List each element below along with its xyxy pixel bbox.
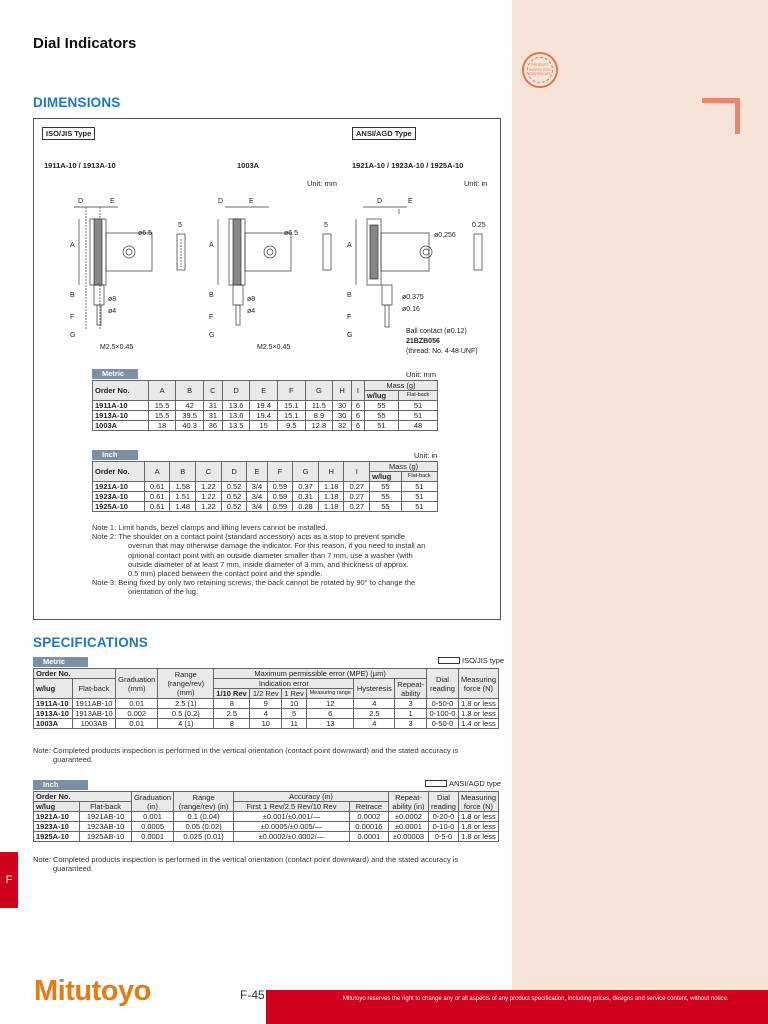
table-row xyxy=(34,709,499,719)
dim-b-1: B xyxy=(70,292,75,299)
table-cell: 3/4 xyxy=(247,482,267,492)
dim-4-2: ø4 xyxy=(247,308,256,315)
table-cell: 30 xyxy=(333,401,352,411)
table-cell: 13.6 xyxy=(222,401,250,411)
table-cell: 30 xyxy=(333,411,352,421)
table-cell: 19.4 xyxy=(250,411,278,421)
table-cell: 0.28 xyxy=(293,502,319,512)
table-cell: 1.4 or less xyxy=(458,719,498,729)
spec-inch-tag: Inch xyxy=(33,780,88,790)
table-cell: 2.5 (1) xyxy=(158,699,214,709)
dim-5-2: 5 xyxy=(324,222,328,229)
dim-m25-1: M2.5×0.45 xyxy=(100,344,134,351)
table-cell: 8.9 xyxy=(305,411,333,421)
table-cell: 1.8 or less xyxy=(458,822,498,832)
table-cell: 2.5 xyxy=(214,709,250,719)
dim-f-1: F xyxy=(70,314,75,321)
col-e: E xyxy=(250,381,278,401)
table-cell: 32 xyxy=(333,421,352,431)
table-cell: 1.22 xyxy=(196,482,222,492)
table-cell: 9.5 xyxy=(278,421,306,431)
dim-a-2: A xyxy=(209,242,214,249)
dim-65-1: ø6.5 xyxy=(138,230,153,237)
table-cell: 0-10-0 xyxy=(428,822,458,832)
col-h: H xyxy=(333,381,352,401)
table-row xyxy=(34,822,499,832)
table-cell: 15.5 xyxy=(148,411,176,421)
table-cell: 0.61 xyxy=(144,482,170,492)
dim-g-3: G xyxy=(347,332,353,339)
dimensions-box xyxy=(33,118,501,620)
table-cell: 12 xyxy=(307,699,354,709)
table-cell: 0.0001 xyxy=(131,832,173,842)
unit-mm-2: Unit: mm xyxy=(406,370,436,379)
table-cell: 0.1 (0.04) xyxy=(174,812,234,822)
dim-e-1: E xyxy=(110,198,115,205)
mitutoyo-logo: Mitutoyo xyxy=(34,975,151,1007)
ball-code: 21BZB056 xyxy=(406,338,440,345)
table-cell: 0.0005 xyxy=(131,822,173,832)
table-cell: 4 xyxy=(354,719,395,729)
col-order: Order No. xyxy=(93,381,149,401)
table-cell: 1913AB-10 xyxy=(72,709,115,719)
table-cell: 1.8 or less xyxy=(458,812,498,822)
dim-4-1: ø4 xyxy=(108,308,117,315)
table-cell: 9 xyxy=(250,699,282,709)
table-cell: 1923A-10 xyxy=(93,492,145,502)
unit-in-label: Unit: in xyxy=(464,179,488,188)
inch-spec-note: Note: Completed products inspection is performed in the vertical orientation (contact point downward) and the stated accuracy is guaranteed. xyxy=(33,855,459,874)
table-cell: 51 xyxy=(401,482,437,492)
dimension-notes: Note 1: Limit hands, bezel clamps and lifting levers cannot be installed. Note 2: The shoulder on a contact point (standard accessory) acts as a stop to prevent spindle overrun that may otherwise damage the indicator. For this reason, if you need to install an optional contact point with an outside diameter smaller than 7 mm, use a washer (with outside diameter of at least 7 mm, inside diameter of 3 mm, and thickness of approx. 0.5 mm) placed between the contact point and the spindle. Note 3: Being fixed by only two retaining screws, the back cannot be rotated by 90° to change the orientation of the lug. xyxy=(92,523,426,597)
model-label-3: 1921A-10 / 1923A-10 / 1925A-10 xyxy=(352,161,464,170)
table-cell: 40.3 xyxy=(176,421,204,431)
table-cell: 1.51 xyxy=(170,492,196,502)
table-cell: 55 xyxy=(364,401,398,411)
table-cell: ±0.00003 xyxy=(388,832,428,842)
table-cell: 1913A-10 xyxy=(34,709,73,719)
table-cell: 3 xyxy=(395,699,427,709)
metric-spec-note: Note: Completed products inspection is performed in the vertical orientation (contact point downward) and the stated accuracy is guaranteed. xyxy=(33,746,459,765)
table-cell: 3/4 xyxy=(247,502,267,512)
table-cell: 13.6 xyxy=(222,411,250,421)
table-cell: 51 xyxy=(398,411,437,421)
table-cell: 55 xyxy=(370,502,402,512)
table-cell: 51 xyxy=(401,492,437,502)
dim-256: ø0.256 xyxy=(434,232,456,239)
table-cell: 51 xyxy=(364,421,398,431)
table-cell: 1003A xyxy=(93,421,149,431)
table-cell: 11 xyxy=(282,719,307,729)
dim-e-2: E xyxy=(249,198,254,205)
table-cell: ±0.0002 xyxy=(388,812,428,822)
table-cell: 55 xyxy=(364,411,398,421)
table-cell: 1925A-10 xyxy=(93,502,145,512)
inch-spec-table: Order No. Graduation (in) Range (range/rev) (in) Accuracy (in) Repeat-ability (in) Dial reading Measuring force (N) w/lug Flat-back First 1 Rev/2.5 Rev/10 Rev Retrace 1921A-10 1921AB-10 0.001 0.1 (0.04) ±0.001/±0.001/— 0.0002 ±0.0002 0-20-0 1.8 or less 1923A-10 1923AB-10 0.0005 0.05 (0.02) ±0.0005/±0.005/— 0.00016 ±0.0001 0-10-0 1.8 or less 1925A-10 1925AB-10 0.0001 0.025 (0.01) ±0.0002/±0.0002/— 0.0001 ±0.00003 0-5-0 1.8 or less xyxy=(33,791,499,842)
dim-m25-2: M2.5×0.45 xyxy=(257,344,291,351)
table-cell: 0.002 xyxy=(116,709,158,719)
table-cell: 1.8 or less xyxy=(458,832,498,842)
table-cell: 0.05 (0.02) xyxy=(174,822,234,832)
table-cell: 4 xyxy=(354,699,395,709)
table-cell: 48 xyxy=(398,421,437,431)
table-cell: 0.0001 xyxy=(349,832,388,842)
col-mass: Mass (g) xyxy=(364,381,437,391)
dim-d-2: D xyxy=(218,198,224,205)
model-label-1: 1911A-10 / 1913A-10 xyxy=(44,161,116,170)
ansi-type-box: ANSI/AGD Type xyxy=(352,127,416,140)
col-flatback: Flat-back xyxy=(398,391,437,401)
dim-d-3: D xyxy=(377,198,383,205)
col-d: D xyxy=(222,381,250,401)
dim-a-1: A xyxy=(70,242,75,249)
dim-b-2: B xyxy=(209,292,214,299)
table-cell: ±0.0002/±0.0002/— xyxy=(234,832,350,842)
table-row xyxy=(93,502,438,512)
table-cell: 0.27 xyxy=(344,502,370,512)
table-cell: 0.27 xyxy=(344,492,370,502)
table-cell: 12.8 xyxy=(305,421,333,431)
dim-g-2: G xyxy=(209,332,215,339)
dim-a-3: A xyxy=(347,242,352,249)
col-f: F xyxy=(278,381,306,401)
table-cell: 39.5 xyxy=(176,411,204,421)
table-cell: 1.22 xyxy=(196,502,222,512)
table-cell: 10 xyxy=(282,699,307,709)
table-cell: 1911AB-10 xyxy=(72,699,115,709)
table-cell: 13 xyxy=(307,719,354,729)
table-cell: 15 xyxy=(250,421,278,431)
dim-i-3: I xyxy=(398,209,400,216)
spec-metric-tag: Metric xyxy=(33,657,88,667)
table-cell: 1925AB-10 xyxy=(80,832,132,842)
table-cell: 0.59 xyxy=(267,502,293,512)
table-cell: 1003A xyxy=(34,719,73,729)
table-row xyxy=(93,421,438,431)
col-i: I xyxy=(352,381,365,401)
table-cell: 6 xyxy=(352,421,365,431)
dim-f-2: F xyxy=(209,314,214,321)
table-cell: 0.31 xyxy=(293,492,319,502)
specifications-heading: SPECIFICATIONS xyxy=(33,635,149,650)
table-cell: 55 xyxy=(370,492,402,502)
table-cell: 0.52 xyxy=(221,502,247,512)
table-cell: 0-20-0 xyxy=(428,812,458,822)
table-cell: 1.8 or less xyxy=(458,709,498,719)
dim-65-2: ø6.5 xyxy=(284,230,299,237)
table-cell: 3 xyxy=(395,719,427,729)
table-cell: 0.00016 xyxy=(349,822,388,832)
table-cell: 0.59 xyxy=(267,492,293,502)
sidebar-panel xyxy=(512,0,768,1024)
table-cell: 1.18 xyxy=(318,502,344,512)
table-cell: 5 xyxy=(282,709,307,719)
table-cell: 1921A-10 xyxy=(34,812,80,822)
dimensions-heading: DIMENSIONS xyxy=(33,95,121,110)
table-cell: 0.37 xyxy=(293,482,319,492)
table-row xyxy=(34,832,499,842)
table-cell: 0.61 xyxy=(144,502,170,512)
table-row xyxy=(34,812,499,822)
dim-375: ø0.375 xyxy=(402,294,424,301)
table-cell: 0.52 xyxy=(221,492,247,502)
corner-bracket-icon xyxy=(702,98,740,134)
inch-dim-table: Order No. A B C D E F G H I Mass (g) w/lug Flat-back 1921A-10 0.61 1.58 1.22 0.52 3/4 0.59 0.37 1.18 0.27 55 51 1923A-10 0.61 1.51 1.22 0.52 3/4 0.59 0.31 1.18 0.27 55 51 1925A-10 0.61 1.48 1.22 0.52 3/4 0.59 0.28 1.18 0.27 55 51 xyxy=(92,461,438,512)
table-cell: 0-100-0 xyxy=(426,709,458,719)
dim-f-3: F xyxy=(347,314,352,321)
table-cell: 1921AB-10 xyxy=(80,812,132,822)
metric-tag: Metric xyxy=(92,369,138,379)
table-cell: 13.5 xyxy=(222,421,250,431)
table-cell: 42 xyxy=(176,401,204,411)
table-cell: 0.27 xyxy=(344,482,370,492)
table-cell: 51 xyxy=(398,401,437,411)
table-cell: 1.18 xyxy=(318,492,344,502)
dim-d-1: D xyxy=(78,198,84,205)
dim-g-1: G xyxy=(70,332,76,339)
table-cell: 8 xyxy=(214,719,250,729)
table-cell: 31 xyxy=(203,411,222,421)
table-cell: 0-50-0 xyxy=(426,699,458,709)
table-cell: 1.22 xyxy=(196,492,222,502)
table-cell: 3/4 xyxy=(247,492,267,502)
table-cell: 1921A-10 xyxy=(93,482,145,492)
inspection-seal-icon xyxy=(522,52,558,88)
table-cell: 0.52 xyxy=(221,482,247,492)
table-row xyxy=(93,411,438,421)
table-cell: 1 xyxy=(395,709,427,719)
table-cell: ±0.001/±0.001/— xyxy=(234,812,350,822)
table-cell: 0.0002 xyxy=(349,812,388,822)
page-title: Dial Indicators xyxy=(33,35,137,52)
col-c: C xyxy=(203,381,222,401)
table-cell: 1923A-10 xyxy=(34,822,80,832)
footer-note: Mitutoyo reserves the right to change any or all aspects of any product specification, including prices, designs and service content, without notice. xyxy=(343,996,729,1002)
table-cell: 0-5-0 xyxy=(428,832,458,842)
table-cell: 0.025 (0.01) xyxy=(174,832,234,842)
footer-bar xyxy=(266,990,768,1024)
table-row xyxy=(93,492,438,502)
table-cell: 6 xyxy=(352,401,365,411)
table-cell: 4 (1) xyxy=(158,719,214,729)
table-cell: 0.5 (0.2) xyxy=(158,709,214,719)
section-tab[interactable]: F xyxy=(0,852,18,908)
table-cell: ±0.0005/±0.005/— xyxy=(234,822,350,832)
table-cell: 8 xyxy=(214,699,250,709)
table-cell: 18 xyxy=(148,421,176,431)
table-row xyxy=(34,699,499,709)
seal-text-3: CERTIFICATE xyxy=(528,72,552,77)
table-cell: 6 xyxy=(352,411,365,421)
table-cell: 11.5 xyxy=(305,401,333,411)
table-cell: 0.61 xyxy=(144,492,170,502)
table-row xyxy=(34,719,499,729)
ball-contact: Ball contact (ø0.12) xyxy=(406,328,467,335)
table-cell: 31 xyxy=(203,401,222,411)
ansi-legend: ANSI/AGD type xyxy=(425,779,501,788)
table-cell: 0.001 xyxy=(131,812,173,822)
table-cell: 1925A-10 xyxy=(34,832,80,842)
iso-type-box: ISO/JIS Type xyxy=(42,127,95,140)
table-cell: 15.1 xyxy=(278,401,306,411)
table-cell: 6 xyxy=(307,709,354,719)
iso-legend: ISO/JIS type xyxy=(438,656,504,665)
col-a: A xyxy=(148,381,176,401)
table-cell: 19.4 xyxy=(250,401,278,411)
seal-text-1: PRODUCT xyxy=(531,63,549,68)
dim-8-1: ø8 xyxy=(108,296,117,303)
table-cell: 0.01 xyxy=(116,699,158,709)
metric-spec-table: Order No. Graduation (mm) Range (range/rev) (mm) Maximum permissible error (MPE) (µm) Dial reading Measuring force (N) w/lug Flat-back Indication error Hysteresis Repeat-ability 1/10 Rev 1/2 Rev 1 Rev Measuring range 1911A-10 1911AB-10 0.01 2.5 (1) 8 9 10 12 4 3 0-50-0 1.8 or less 1913A-10 1913AB-10 0.002 0.5 (0.2) 2.5 4 5 6 2.5 1 0-100-0 1.8 or less 1003A 1003AB 0.01 4 (1) 8 10 11 13 4 3 0-50-0 1.4 or less xyxy=(33,668,499,729)
table-cell: 10 xyxy=(250,719,282,729)
thread-note: (thread: No. 4-48 UNF) xyxy=(406,348,478,355)
dim-8-2: ø8 xyxy=(247,296,256,303)
inch-tag: Inch xyxy=(92,450,138,460)
table-cell: 1.18 xyxy=(318,482,344,492)
table-cell: 4 xyxy=(250,709,282,719)
dim-e-3: E xyxy=(408,198,413,205)
col-g: G xyxy=(305,381,333,401)
table-row xyxy=(93,401,438,411)
table-cell: 1.8 or less xyxy=(458,699,498,709)
table-cell: 1.58 xyxy=(170,482,196,492)
table-cell: 15.5 xyxy=(148,401,176,411)
model-label-2: 1003A xyxy=(237,161,260,170)
col-b: B xyxy=(176,381,204,401)
table-cell: 1.48 xyxy=(170,502,196,512)
table-cell: 1911A-10 xyxy=(34,699,73,709)
metric-dim-table xyxy=(92,380,438,431)
dim-b-3: B xyxy=(347,292,352,299)
table-cell: 36 xyxy=(203,421,222,431)
dim-025: 0.25 xyxy=(472,222,486,229)
page-number: F-45 xyxy=(240,988,265,1002)
table-cell: 51 xyxy=(401,502,437,512)
dimension-drawing xyxy=(34,189,500,359)
dim-016: ø0.16 xyxy=(402,306,420,313)
table-row xyxy=(93,482,438,492)
dim-5-1: 5 xyxy=(178,222,182,229)
table-cell: 0.59 xyxy=(267,482,293,492)
table-cell: 55 xyxy=(370,482,402,492)
table-cell: 2.5 xyxy=(354,709,395,719)
table-cell: ±0.0001 xyxy=(388,822,428,832)
col-wlug: w/lug xyxy=(364,391,398,401)
table-cell: 1911A-10 xyxy=(93,401,149,411)
table-cell: 1003AB xyxy=(72,719,115,729)
table-cell: 15.1 xyxy=(278,411,306,421)
table-cell: 0.01 xyxy=(116,719,158,729)
table-cell: 1923AB-10 xyxy=(80,822,132,832)
table-cell: 1913A-10 xyxy=(93,411,149,421)
unit-mm-label: Unit: mm xyxy=(307,179,337,188)
unit-in-2: Unit: in xyxy=(414,451,438,460)
table-cell: 0-50-0 xyxy=(426,719,458,729)
seal-text-2: INSPECTION xyxy=(529,67,551,72)
